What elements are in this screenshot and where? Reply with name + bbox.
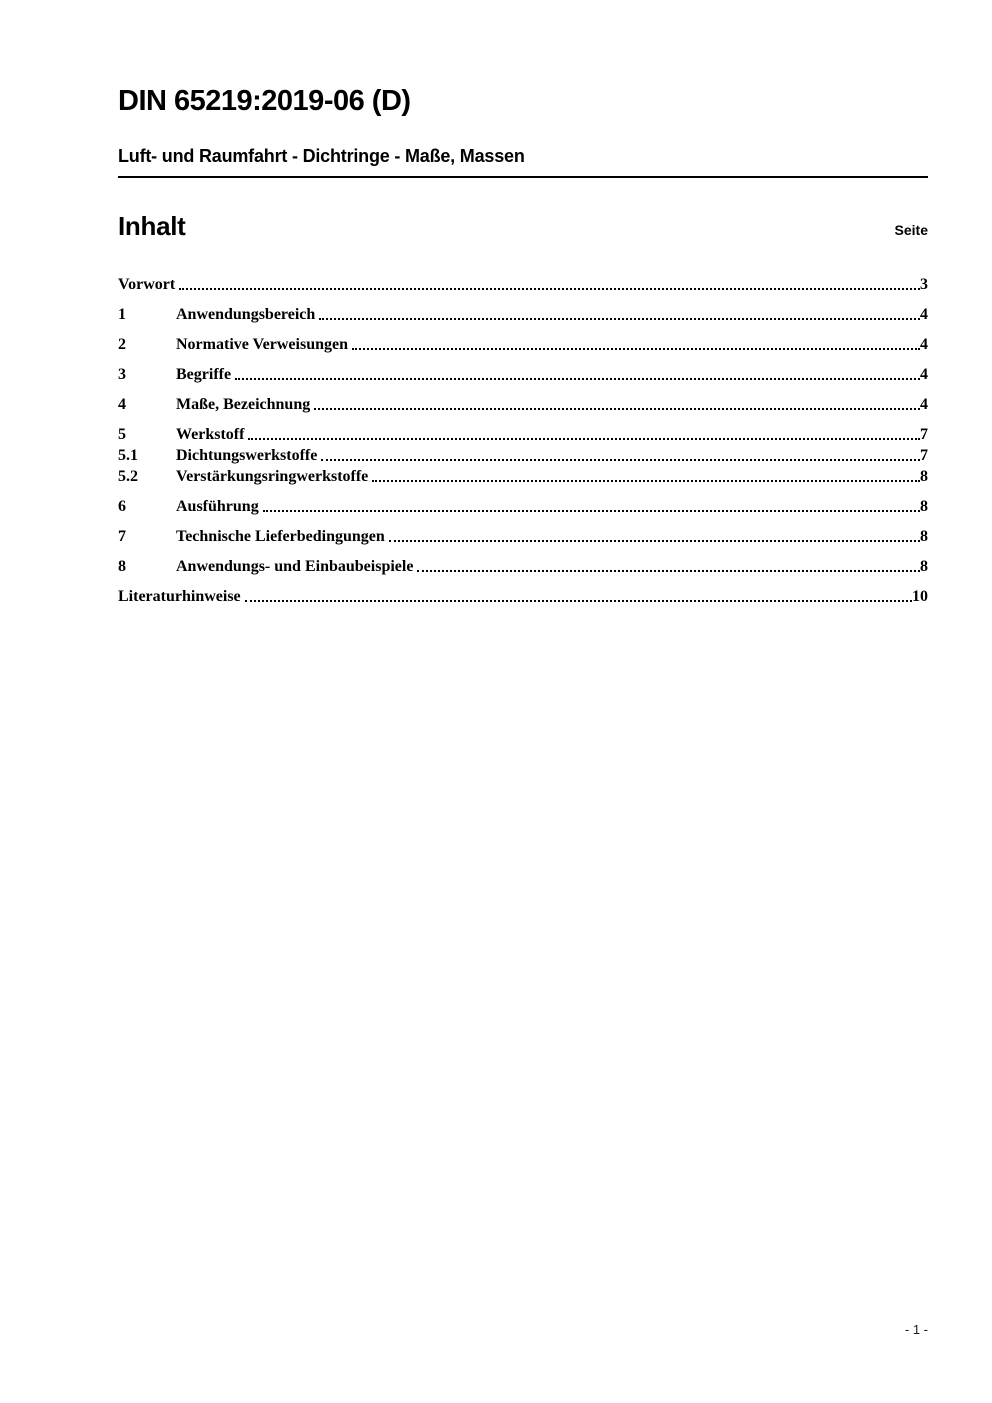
toc-leader-dots [245,600,912,602]
toc-entry [118,276,928,293]
toc-entry [118,468,928,485]
toc-list [118,276,928,605]
toc-entry-number: 3 [118,365,126,383]
toc-leader-dots [389,540,920,542]
toc-entry [118,366,928,383]
toc-entry [118,336,928,353]
toc-entry [118,447,928,464]
toc-entry-page: 4 [920,305,928,323]
toc-entry-page: 8 [920,557,928,575]
toc-entry-page: 3 [920,275,928,293]
toc-entry [118,588,928,605]
toc-entry-number: 7 [118,527,126,545]
toc-entry-label: Normative Verweisungen [176,335,348,353]
document-number-title: DIN 65219:2019-06 (D) [118,85,411,117]
toc-entry-label: Dichtungswerkstoffe [176,446,318,464]
toc-entry [118,306,928,323]
toc-leader-dots [235,378,920,380]
toc-entry [118,498,928,515]
toc-leader-dots [372,480,920,482]
toc-leader-dots [319,318,920,320]
toc-entry-label: Verstärkungsringwerkstoffe [176,467,369,485]
document-title: Luft- und Raumfahrt - Dichtringe - Maße, Massen [118,146,928,178]
toc-entry [118,426,928,443]
toc-entry-number: 8 [118,557,126,575]
footer-page-number: - 1 - [904,1322,928,1337]
toc-entry-page: 8 [920,467,928,485]
toc-leader-dots [263,510,920,512]
toc-entry-label: Werkstoff [176,425,245,443]
toc-entry-page: 8 [920,527,928,545]
toc-entry-number: 5 [118,425,126,443]
page-column-label: Seite [894,221,928,238]
toc-entry-label: Anwendungsbereich [176,305,316,323]
toc-leader-dots [352,348,920,350]
toc-entry-page: 7 [920,446,928,464]
toc-entry-label: Literaturhinweise [118,587,241,605]
toc-entry [118,396,928,413]
toc-entry-label: Maße, Bezeichnung [176,395,311,413]
toc-leader-dots [417,570,920,572]
toc-entry-number: 6 [118,497,126,515]
toc-entry-number: 1 [118,305,126,323]
contents-heading: Inhalt [118,210,186,241]
toc-entry-page: 10 [912,587,928,605]
toc-leader-dots [248,438,920,440]
toc-entry [118,558,928,575]
toc-entry-label: Vorwort [118,275,176,293]
toc-leader-dots [179,288,920,290]
toc-entry-label: Begriffe [176,365,232,383]
toc-entry-number: 4 [118,395,126,413]
toc-entry-page: 4 [920,365,928,383]
toc-entry-number: 5.1 [118,446,138,464]
toc-entry-page: 4 [920,335,928,353]
toc-entry-label: Technische Lieferbedingungen [176,527,385,545]
toc-entry-number: 5.2 [118,467,138,485]
page-content [118,0,928,605]
contents-heading-row [118,211,928,242]
toc-entry-page: 7 [920,425,928,443]
toc-entry-label: Ausführung [176,497,259,515]
toc-entry-page: 4 [920,395,928,413]
toc-entry-number: 2 [118,335,126,353]
toc-leader-dots [314,408,920,410]
toc-entry-page: 8 [920,497,928,515]
toc-leader-dots [321,459,920,461]
toc-entry [118,528,928,545]
toc-entry-label: Anwendungs- und Einbaubeispiele [176,557,414,575]
